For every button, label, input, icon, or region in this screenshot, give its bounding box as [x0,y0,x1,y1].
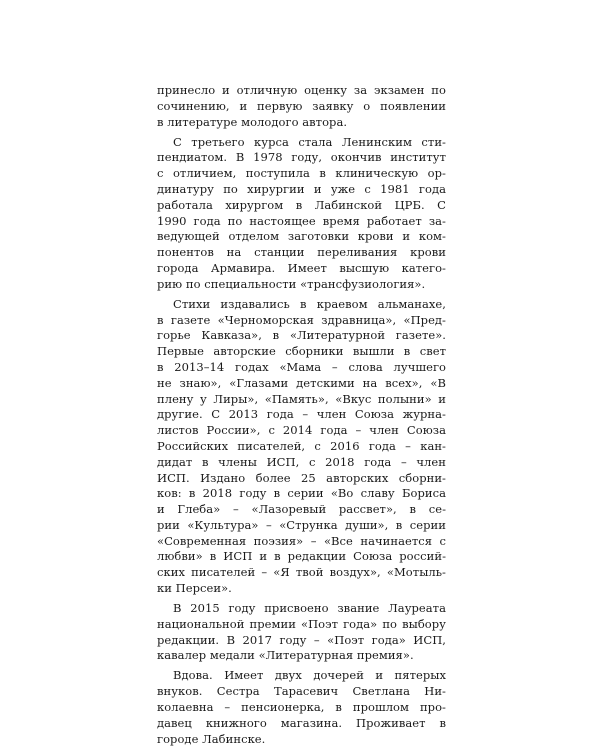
text-line: «Современная поэзия» – «Все начинается с [157,533,446,548]
text-line: в литературе молодого автора. [157,114,348,129]
text-line: Вдова. Имеет двух дочерей и пятерых [173,668,446,683]
text-line: рии «Культура» – «Струнка души», в серии [157,517,446,532]
text-line: колаевна – пенсионерка, в прошлом про- [157,700,446,715]
text-line: ИСП. Издано более 25 авторских сборни- [157,470,446,485]
text-line: не знаю», «Глазами детскими на всех», «В [157,375,446,390]
text-line: ских писателей – «Я твой воздух», «Мотыль- [157,565,446,580]
article-text [157,83,446,752]
text-line: понентов на станции переливания крови [157,245,446,260]
text-line: плену у Лиры», «Память», «Вкус полыни» и [157,391,446,406]
text-line: любви» в ИСП и в редакции Союза россий- [157,549,446,564]
paragraph [157,83,446,130]
text-line: С третьего курса стала Ленинским сти- [173,134,446,149]
paragraph [157,601,446,664]
text-line: принесло и отличную оценку за экзамен по [157,83,446,97]
text-line: листов России», с 2014 года – член Союза [157,423,446,438]
text-line: редакции. В 2017 году – «Поэт года» ИСП, [157,632,446,647]
paragraph [157,135,446,293]
text-line: В 2015 году присвоено звание Лауреата [173,601,446,616]
text-line: ки Персеи». [157,581,232,596]
text-line: Стихи издавались в краевом альманахе, [173,296,446,311]
text-line: в газете «Черноморская здравница», «Пред- [157,312,446,327]
text-line: городе Лабинске. [157,731,266,746]
text-line: сочинению, и первую заявку о появлении [157,98,446,113]
text-line: с отличием, поступила в клиническую ор- [157,166,446,181]
text-line: динатуру по хирургии и уже с 1981 года [157,181,446,196]
paragraph [157,668,446,747]
text-line: горье Кавказа», в «Литературной газете». [157,328,446,343]
text-line: работала хирургом в Лабинской ЦРБ. С [157,197,446,212]
text-line: кавалер медали «Литературная премия». [157,648,414,663]
text-line: внуков. Сестра Тарасевич Светлана Ни- [157,684,446,699]
text-line: Российских писателей, с 2016 года – кан- [157,438,446,453]
text-line: рию по специальности «трансфузиология». [157,276,426,291]
text-line: Первые авторские сборники вышли в свет [157,344,446,359]
text-line: пендиатом. В 1978 году, окончив институт [157,150,446,165]
text-line: ков: в 2018 году в серии «Во славу Бориса [157,486,446,501]
paragraph [157,297,446,597]
text-line: ведующей отделом заготовки крови и ком- [157,229,446,244]
text-line: национальной премии «Поэт года» по выбору [157,616,446,631]
text-line: и Глеба» – «Лазоревый рассвет», в се- [157,502,446,517]
text-line: давец книжного магазина. Проживает в [157,715,446,730]
text-line: города Армавира. Имеет высшую катего- [157,260,446,275]
text-line: 1990 года по настоящее время работает за- [157,213,446,228]
text-line: другие. С 2013 года – член Союза журна- [157,407,446,422]
text-line: в 2013–14 годах «Мама – слова лучшего [157,359,446,374]
text-line: дидат в члены ИСП, с 2018 года – член [157,454,446,469]
